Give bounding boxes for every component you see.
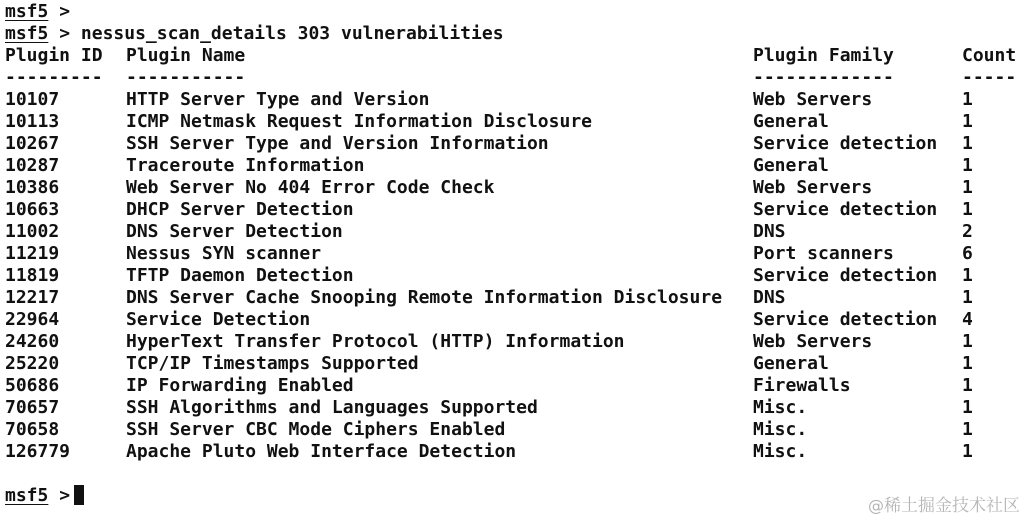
- table-row: [5, 133, 1021, 155]
- blank-line: [5, 463, 1021, 485]
- plugin-id-cell: 10267: [5, 133, 60, 154]
- plugin-id-cell: 10107: [5, 89, 60, 110]
- plugin-id-cell: 126779: [5, 441, 71, 462]
- count-cell: 4: [962, 309, 973, 330]
- table-row: [5, 419, 1021, 441]
- prompt-symbol: >: [59, 1, 71, 22]
- plugin-family-cell: Misc.: [753, 441, 808, 462]
- count-cell: 1: [962, 331, 973, 352]
- count-cell: 1: [962, 287, 973, 308]
- plugin-name-cell: Web Server No 404 Error Code Check: [126, 177, 495, 198]
- command-text: nessus_scan_details 303 vulnerabilities: [80, 23, 504, 44]
- prompt-symbol: >: [59, 485, 71, 506]
- plugin-name-cell: SSH Server CBC Mode Ciphers Enabled: [126, 419, 506, 440]
- plugin-name-cell: TCP/IP Timestamps Supported: [126, 353, 419, 374]
- count-cell: 1: [962, 111, 973, 132]
- plugin-id-cell: 24260: [5, 331, 60, 352]
- prompt-name: msf5: [5, 23, 49, 44]
- plugin-name-cell: DNS Server Cache Snooping Remote Information Disclosure: [126, 287, 723, 308]
- plugin-name-cell: ICMP Netmask Request Information Disclosure: [126, 111, 592, 132]
- table-separator-row: [5, 67, 1021, 89]
- plugin-id-cell: 11002: [5, 221, 60, 242]
- count-cell: 1: [962, 419, 973, 440]
- plugin-id-cell: 70658: [5, 419, 60, 440]
- separator-count: -----: [962, 67, 1017, 88]
- table-row: [5, 89, 1021, 111]
- table-row: [5, 155, 1021, 177]
- table-row: [5, 397, 1021, 419]
- header-plugin-family: Plugin Family: [753, 45, 894, 66]
- plugin-id-cell: 10663: [5, 199, 60, 220]
- table-row: [5, 287, 1021, 309]
- table-row: [5, 243, 1021, 265]
- plugin-id-cell: 70657: [5, 397, 60, 418]
- count-cell: 1: [962, 375, 973, 396]
- prompt-name: msf5: [5, 1, 49, 22]
- plugin-id-cell: 12217: [5, 287, 60, 308]
- plugin-name-cell: HyperText Transfer Protocol (HTTP) Information: [126, 331, 625, 352]
- watermark-text: 稀土掘金技术社区: [884, 496, 1020, 516]
- plugin-id-cell: 50686: [5, 375, 60, 396]
- header-count: Count: [962, 45, 1017, 66]
- plugin-name-cell: DNS Server Detection: [126, 221, 343, 242]
- plugin-id-cell: 10386: [5, 177, 60, 198]
- text-cursor: [74, 485, 84, 505]
- plugin-family-cell: Service detection: [753, 199, 938, 220]
- plugin-name-cell: Apache Pluto Web Interface Detection: [126, 441, 517, 462]
- separator-plugin-family: -------------: [753, 67, 894, 88]
- count-cell: 1: [962, 199, 973, 220]
- table-row: [5, 375, 1021, 397]
- plugin-family-cell: DNS: [753, 221, 786, 242]
- count-cell: 2: [962, 221, 973, 242]
- table-row: [5, 177, 1021, 199]
- plugin-family-cell: Service detection: [753, 133, 938, 154]
- table-row: [5, 353, 1021, 375]
- separator-plugin-name: -----------: [126, 67, 246, 88]
- table-header-row: [5, 45, 1021, 67]
- plugin-family-cell: Misc.: [753, 397, 808, 418]
- plugin-family-cell: Firewalls: [753, 375, 851, 396]
- plugin-id-cell: 22964: [5, 309, 60, 330]
- plugin-name-cell: Traceroute Information: [126, 155, 365, 176]
- plugin-family-cell: Web Servers: [753, 177, 873, 198]
- plugin-family-cell: General: [753, 353, 829, 374]
- table-row: [5, 199, 1021, 221]
- plugin-family-cell: General: [753, 155, 829, 176]
- watermark-at: @: [868, 496, 884, 515]
- plugin-name-cell: SSH Server Type and Version Information: [126, 133, 549, 154]
- table-row: [5, 331, 1021, 353]
- count-cell: 6: [962, 243, 973, 264]
- plugin-family-cell: Misc.: [753, 419, 808, 440]
- watermark: [868, 491, 1020, 516]
- prompt-name: msf5: [5, 485, 49, 506]
- count-cell: 1: [962, 133, 973, 154]
- plugin-family-cell: Web Servers: [753, 331, 873, 352]
- count-cell: 1: [962, 177, 973, 198]
- prompt-line-2: [5, 23, 1021, 45]
- plugin-family-cell: Service detection: [753, 309, 938, 330]
- plugin-family-cell: Web Servers: [753, 89, 873, 110]
- count-cell: 1: [962, 353, 973, 374]
- plugin-family-cell: Port scanners: [753, 243, 894, 264]
- table-row: [5, 265, 1021, 287]
- prompt-symbol: >: [59, 23, 71, 44]
- plugin-name-cell: Nessus SYN scanner: [126, 243, 322, 264]
- table-body: [5, 89, 1021, 463]
- plugin-name-cell: SSH Algorithms and Languages Supported: [126, 397, 538, 418]
- prompt-line-1: [5, 1, 1021, 23]
- plugin-family-cell: DNS: [753, 287, 786, 308]
- plugin-id-cell: 10113: [5, 111, 60, 132]
- count-cell: 1: [962, 155, 973, 176]
- plugin-name-cell: DHCP Server Detection: [126, 199, 354, 220]
- plugin-name-cell: Service Detection: [126, 309, 311, 330]
- plugin-family-cell: Service detection: [753, 265, 938, 286]
- count-cell: 1: [962, 265, 973, 286]
- plugin-id-cell: 10287: [5, 155, 60, 176]
- plugin-name-cell: TFTP Daemon Detection: [126, 265, 354, 286]
- header-plugin-name: Plugin Name: [126, 45, 246, 66]
- plugin-name-cell: HTTP Server Type and Version: [126, 89, 430, 110]
- table-row: [5, 309, 1021, 331]
- count-cell: 1: [962, 397, 973, 418]
- table-row: [5, 221, 1021, 243]
- plugin-id-cell: 25220: [5, 353, 60, 374]
- plugin-id-cell: 11819: [5, 265, 60, 286]
- count-cell: 1: [962, 89, 973, 110]
- plugin-id-cell: 11219: [5, 243, 60, 264]
- table-row: [5, 441, 1021, 463]
- header-plugin-id: Plugin ID: [5, 45, 103, 66]
- plugin-family-cell: General: [753, 111, 829, 132]
- table-row: [5, 111, 1021, 133]
- count-cell: 1: [962, 441, 973, 462]
- terminal-window[interactable]: [5, 1, 1021, 507]
- separator-plugin-id: ---------: [5, 67, 103, 88]
- plugin-name-cell: IP Forwarding Enabled: [126, 375, 354, 396]
